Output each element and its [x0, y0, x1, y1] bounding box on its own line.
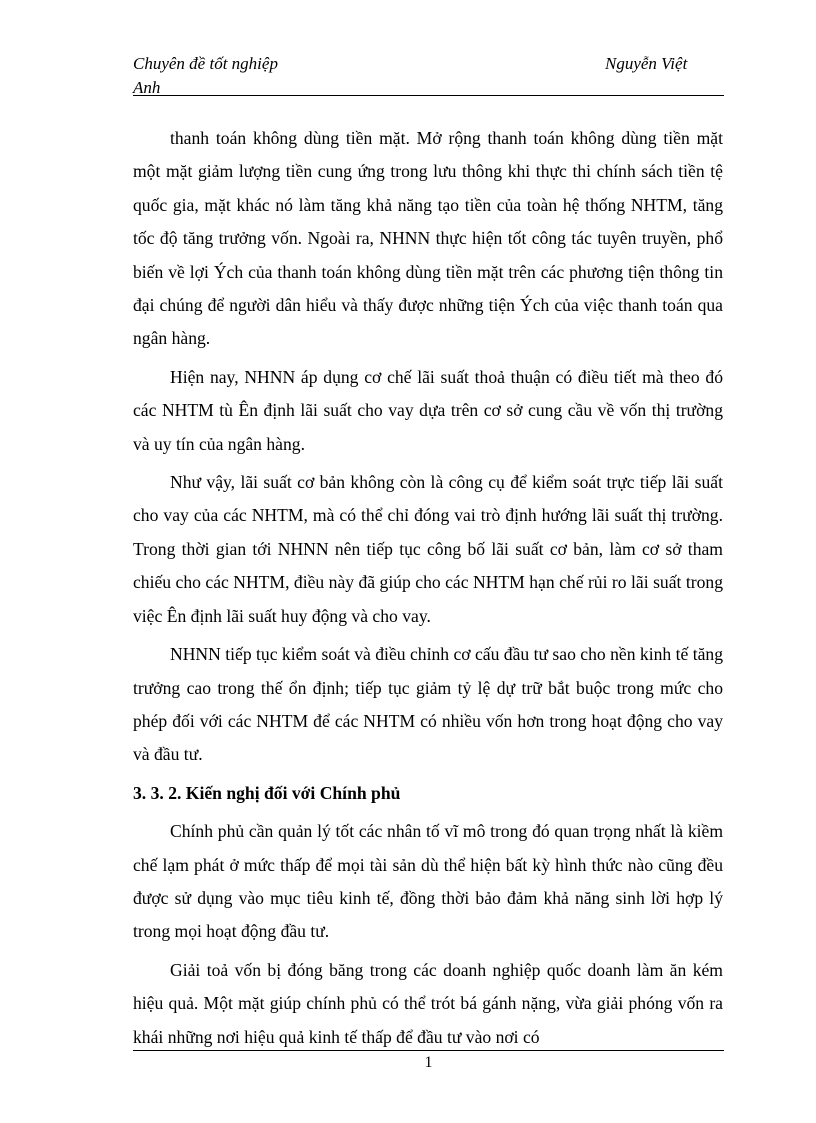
header-author-continued: Anh	[133, 78, 161, 97]
header-title-text: Chuyên đề tốt nghiệp	[133, 54, 278, 73]
header-divider	[133, 95, 724, 96]
paragraph-6: Giải toả vốn bị đóng băng trong các doanh nghiệp quốc doanh làm ăn kém hiệu quả. Một mặt giúp chính phủ có thể trót bá gánh nặng, vừa giải phóng vốn ra khái những nơi hiệu quả kinh tế thấp để đầu tư vào nơi có	[133, 959, 723, 1047]
paragraph-2: Hiện nay, NHNN áp dụng cơ chế lãi suất thoả thuận có điều tiết mà theo đó các NHTM tù Ên định lãi suất cho vay dựa trên cơ sở cung cầu về vốn thị trường và uy tín của ngân hàng.	[133, 366, 723, 454]
paragraph-3: Như vậy, lãi suất cơ bản không còn là công cụ để kiểm soát trực tiếp lãi suất cho vay của các NHTM, mà có thể chỉ đóng vai trò định hướng lãi suất thị trường. Trong thời gian tới NHNN nên tiếp tục công bố lãi suất cơ bản, làm cơ sở tham chiếu cho các NHTM, điều này đã giúp cho các NHTM hạn chế rủi ro lãi suất trong việc Ên định lãi suất huy động và cho vay.	[133, 472, 723, 626]
footer-divider	[133, 1050, 724, 1051]
paragraph-5: Chính phủ cần quản lý tốt các nhân tố vĩ mô trong đó quan trọng nhất là kiềm chế lạm phát ở mức thấp để mọi tài sản dù thể hiện bất kỳ hình thức nào cũng đều được sử dụng vào mục tiêu kinh tế, đồng thời bảo đảm khả năng sinh lời hợp lý trong mọi hoạt động đầu tư.	[133, 821, 723, 942]
header-title	[133, 52, 278, 100]
document-body	[133, 122, 723, 1059]
header-author: Nguyễn Việt	[605, 54, 688, 73]
paragraph-4: NHNN tiếp tục kiểm soát và điều chỉnh cơ cấu đầu tư sao cho nền kinh tế tăng trưởng cao trong thế ổn định; tiếp tục giảm tỷ lệ dự trữ bắt buộc trong mức cho phép đối với các NHTM để các NHTM có nhiều vốn hơn trong hoạt động cho vay và đầu tư.	[133, 644, 723, 765]
section-heading: 3. 3. 2. Kiến nghị đối với Chính phủ	[133, 782, 401, 803]
page-number: 1	[424, 1054, 433, 1071]
paragraph-1: thanh toán không dùng tiền mặt. Mở rộng thanh toán không dùng tiền mặt một mặt giảm lượng tiền cung ứng trong lưu thông khi thực thi chính sách tiền tệ quốc gia, mặt khác nó làm tăng khả năng tạo tiền của toàn hệ thống NHTM, tăng tốc độ tăng trưởng vốn. Ngoài ra, NHNN thực hiện tốt công tác tuyên truyền, phổ biến về lợi Ých của thanh toán không dùng tiền mặt trên các phương tiện thông tin đại chúng để người dân hiểu và thấy được những tiện Ých của việc thanh toán qua ngân hàng.	[133, 128, 723, 349]
